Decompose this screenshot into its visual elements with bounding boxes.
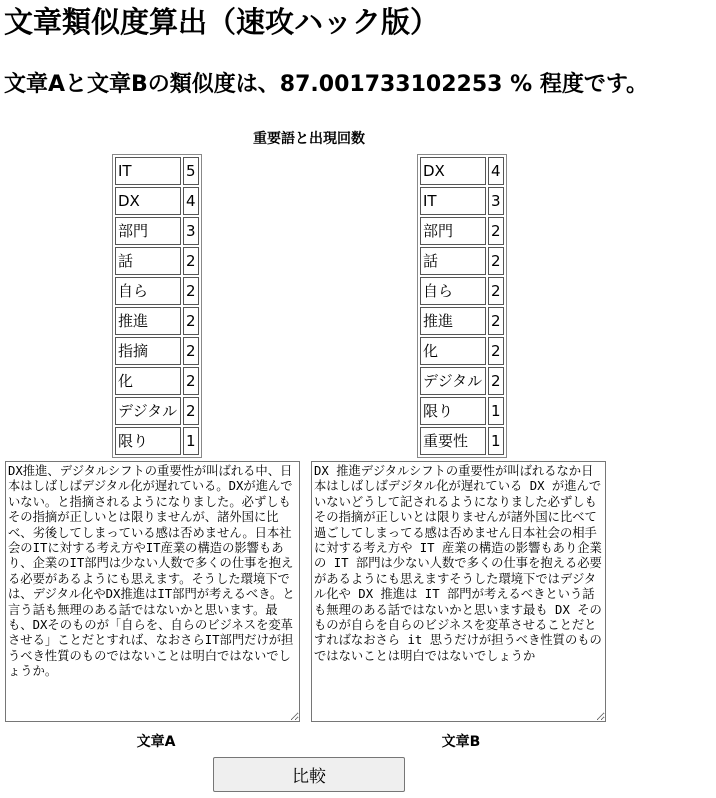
- keyword-count: 4: [488, 157, 504, 185]
- keyword-count: 2: [488, 307, 504, 335]
- keywords-table-a: [112, 154, 202, 458]
- keyword-row: [115, 397, 199, 425]
- text-a-label: 文章A: [136, 734, 176, 750]
- keyword-row: [420, 427, 504, 455]
- keyword-row: [420, 307, 504, 335]
- keyword-count: 2: [488, 367, 504, 395]
- keyword-row: [115, 307, 199, 335]
- keywords-table-b: [417, 154, 507, 458]
- keyword-row: [420, 277, 504, 305]
- keyword-word: 限り: [420, 397, 486, 425]
- keyword-word: IT: [115, 157, 181, 185]
- keyword-count: 5: [183, 157, 199, 185]
- keyword-count: 2: [488, 247, 504, 275]
- keyword-row: [420, 247, 504, 275]
- keyword-row: [115, 157, 199, 185]
- keyword-row: [420, 367, 504, 395]
- keywords-heading: 重要語と出現回数: [253, 131, 365, 147]
- keyword-count: 2: [183, 337, 199, 365]
- keyword-word: IT: [420, 187, 486, 215]
- keyword-word: 自ら: [115, 277, 181, 305]
- keyword-word: 自ら: [420, 277, 486, 305]
- keyword-row: [420, 157, 504, 185]
- keyword-row: [115, 247, 199, 275]
- keyword-row: [115, 367, 199, 395]
- keyword-count: 2: [183, 247, 199, 275]
- keyword-word: 部門: [115, 217, 181, 245]
- keyword-word: 話: [420, 247, 486, 275]
- keyword-count: 1: [183, 427, 199, 455]
- keyword-count: 4: [183, 187, 199, 215]
- keyword-row: [115, 427, 199, 455]
- compare-button[interactable]: 比較: [213, 757, 405, 792]
- keyword-count: 3: [183, 217, 199, 245]
- keyword-word: 推進: [420, 307, 486, 335]
- keyword-word: DX: [115, 187, 181, 215]
- page-title: 文章類似度算出（速攻ハック版）: [4, 5, 440, 39]
- keyword-word: 限り: [115, 427, 181, 455]
- text-b-label: 文章B: [441, 734, 481, 750]
- similarity-result: 文章Aと文章Bの類似度は、87.001733102253 % 程度です。: [4, 72, 649, 97]
- keyword-word: 指摘: [115, 337, 181, 365]
- keyword-row: [115, 217, 199, 245]
- keyword-word: 部門: [420, 217, 486, 245]
- keyword-count: 2: [183, 397, 199, 425]
- keyword-word: 重要性: [420, 427, 486, 455]
- keyword-row: [420, 217, 504, 245]
- keyword-row: [420, 397, 504, 425]
- keyword-row: [115, 337, 199, 365]
- keyword-word: 化: [420, 337, 486, 365]
- keyword-word: 話: [115, 247, 181, 275]
- keyword-word: 化: [115, 367, 181, 395]
- keyword-word: デジタル: [420, 367, 486, 395]
- keyword-row: [420, 337, 504, 365]
- text-b-input[interactable]: [311, 461, 606, 722]
- keyword-count: 2: [183, 367, 199, 395]
- keyword-count: 2: [183, 277, 199, 305]
- keyword-word: DX: [420, 157, 486, 185]
- keyword-row: [115, 187, 199, 215]
- keyword-count: 1: [488, 427, 504, 455]
- keyword-count: 2: [488, 337, 504, 365]
- keyword-count: 3: [488, 187, 504, 215]
- keyword-count: 2: [183, 307, 199, 335]
- keyword-count: 2: [488, 217, 504, 245]
- keyword-word: 推進: [115, 307, 181, 335]
- keyword-count: 1: [488, 397, 504, 425]
- text-a-input[interactable]: [5, 461, 300, 722]
- keyword-word: デジタル: [115, 397, 181, 425]
- keyword-count: 2: [488, 277, 504, 305]
- keyword-row: [420, 187, 504, 215]
- keyword-row: [115, 277, 199, 305]
